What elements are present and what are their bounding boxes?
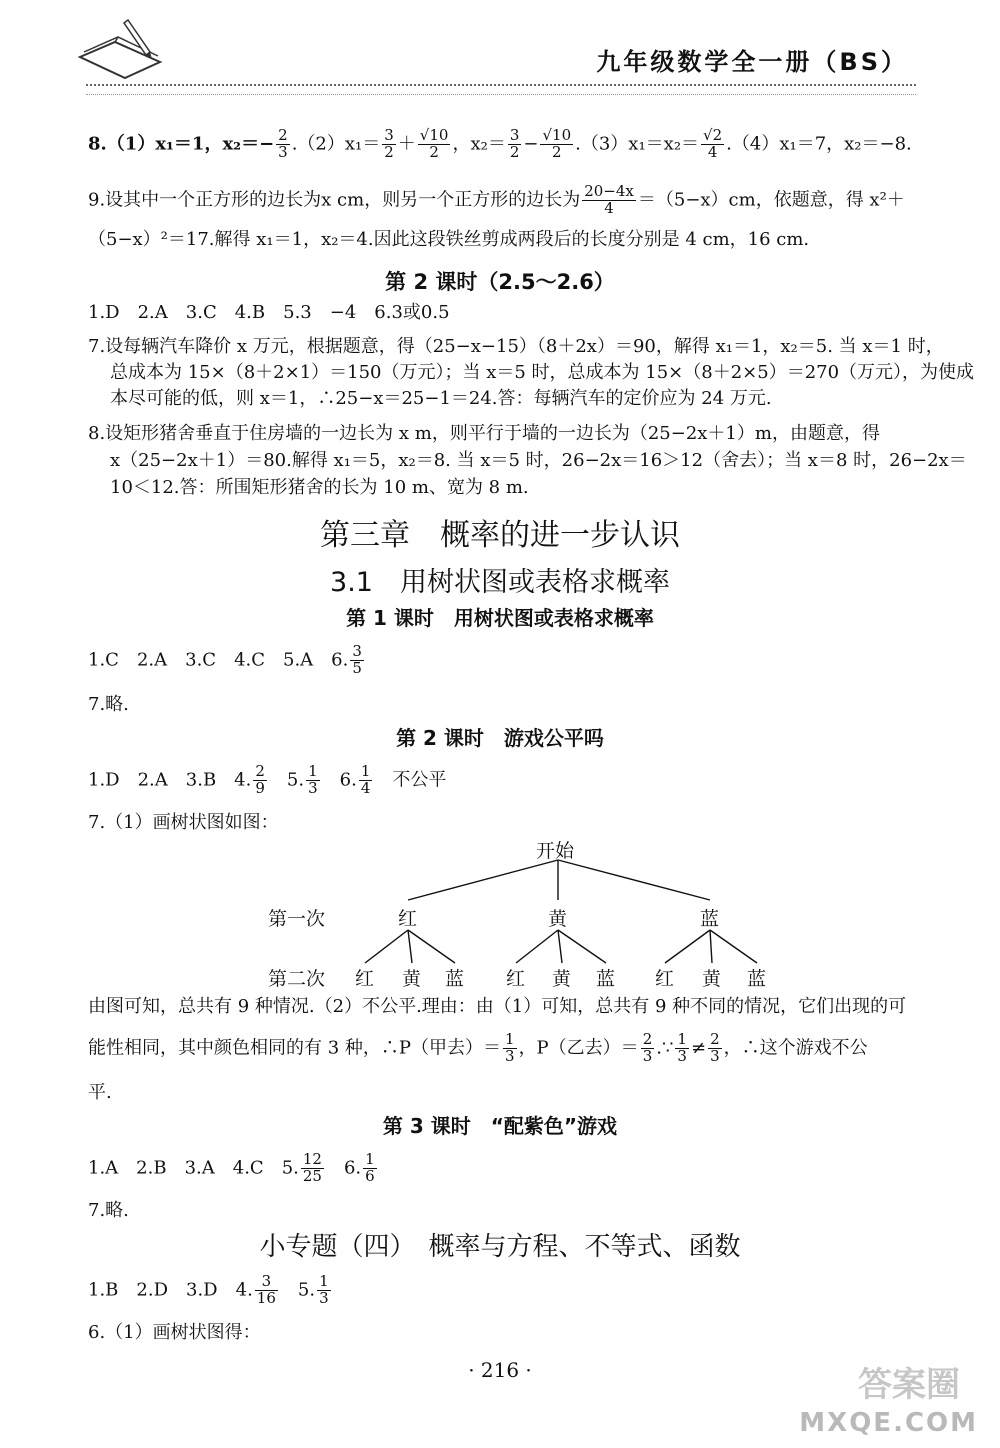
- tree-node-l2: 蓝: [747, 968, 767, 990]
- lesson1-q7: 7.略.: [88, 694, 129, 715]
- answers-line: 1.D 2.A 3.C 4.B 5.3 −4 6.3或0.5: [88, 302, 450, 323]
- lesson-title: 第 2 课时（2.5～2.6）: [385, 270, 615, 294]
- lesson1-answers: 1.C 2.A 3.C 4.C 5.A 6. $\frac{3}{5}$: [88, 642, 362, 677]
- answer-line-q9-cont: （5−x）²＝17.解得 x₁＝1，x₂＝4.因此这段铁丝剪成两段后的长度分别是 4 cm，16 cm.: [88, 229, 810, 250]
- q8-line-2: x（25−2x＋1）＝80.解得 x₁＝5，x₂＝8. 当 x＝5 时，26−2x＝16＞12（舍去）；当 x＝8 时，26−2x＝: [110, 450, 967, 471]
- watermark-logo: 答案圈: [858, 1365, 960, 1405]
- tree-node-l2: 红: [355, 968, 375, 990]
- q8-line-3: 10＜12.答：所围矩形猪舍的长为 10 m、宽为 8 m.: [110, 477, 529, 498]
- lesson3-answers: 1.A 2.B 3.A 4.C 5. $\frac{12}{25}$ 6. $\frac{1}{6}$: [88, 1150, 375, 1185]
- tree-node-l1: 红: [398, 908, 418, 930]
- explanation-line-3: 平.: [88, 1082, 112, 1103]
- answer-line-q9: 9.设其中一个正方形的边长为x cm，则另一个正方形的边长为 $\frac{20-4x}{4}$ ＝（5−x）cm，依题意，得 x²＋: [88, 182, 905, 217]
- lesson2-answers: 1.D 2.A 3.B 4. $\frac{2}{9}$ 5. $\frac{1}{3}$ 6. $\frac{1}{4}$ 不公平: [88, 762, 447, 797]
- tree-node-l1: 蓝: [700, 908, 720, 930]
- chapter-title: 第三章 概率的进一步认识: [320, 518, 680, 553]
- tree-level2-label: 第二次: [268, 968, 326, 990]
- tree-node-l2: 黄: [702, 968, 722, 990]
- lesson1-title: 第 1 课时 用树状图或表格求概率: [346, 606, 654, 630]
- special-q6: 6.（1）画树状图得：: [88, 1322, 261, 1343]
- tree-node-l2: 黄: [552, 968, 572, 990]
- watermark-url: MXQE.COM: [799, 1408, 978, 1438]
- header-title: 九年级数学全一册（BS）: [596, 48, 908, 76]
- lesson3-q7: 7.略.: [88, 1200, 129, 1221]
- q7-line-3: 本尽可能的低，则 x＝1，∴25−x＝25−1＝24.答：每辆汽车的定价应为 24 万元.: [110, 388, 772, 409]
- q7-line-2: 总成本为 15×（8＋2×1）＝150（万元）；当 x＝5 时，总成本为 15×（8＋2×5）＝270（万元），为使成: [110, 362, 975, 383]
- tree-node-l2: 红: [506, 968, 526, 990]
- header-divider: [86, 84, 916, 95]
- probability-tree-diagram: [0, 830, 1000, 990]
- lesson2-title: 第 2 课时 游戏公平吗: [396, 726, 604, 750]
- answer-line-q8: 8.（1）x₁＝1，x₂＝− $\frac{2}{3}$ .（2）x₁＝ $\frac{3}{2}$ ＋ $\frac{√10}{2}$ ，x₂＝ $\frac{3}{2}$ − $\frac{√10}{2}$ .（3）x₁＝x₂＝ $\frac{√2}{4}$ .（4）x₁＝7，x₂＝−8.: [88, 126, 912, 161]
- tree-node-l2: 蓝: [596, 968, 616, 990]
- lesson2-q7: 7.（1）画树状图如图：: [88, 812, 279, 833]
- section-title: 3.1 用树状图或表格求概率: [330, 567, 670, 598]
- tree-level1-label: 第一次: [268, 908, 326, 930]
- tree-root: 开始: [536, 840, 575, 862]
- special-answers: 1.B 2.D 3.D 4. $\frac{3}{16}$ 5. $\frac{1}{3}$: [88, 1272, 329, 1307]
- explanation-line-1: 由图可知，总共有 9 种情况.（2）不公平.理由：由（1）可知，总共有 9 种不同的情况，它们出现的可: [88, 996, 907, 1017]
- tree-node-l2: 黄: [402, 968, 422, 990]
- explanation-line-2: 能性相同，其中颜色相同的有 3 种，∴P（甲去）＝ $\frac{1}{3}$ ，P（乙去）＝ $\frac{2}{3}$ .∵ $\frac{1}{3}$ ≠ $\frac{2}{3}$ ，∴这个游戏不公: [88, 1030, 868, 1065]
- tree-node-l1: 黄: [548, 908, 568, 930]
- page-number: · 216 ·: [468, 1358, 532, 1382]
- special-topic-title: 小专题（四） 概率与方程、不等式、函数: [259, 1232, 741, 1262]
- lesson3-title: 第 3 课时 “配紫色”游戏: [382, 1114, 618, 1138]
- q7-line-1: 7.设每辆汽车降价 x 万元，根据题意，得（25−x−15）（8＋2x）＝90，解得 x₁＝1，x₂＝5. 当 x＝1 时，: [88, 336, 944, 357]
- tree-node-l2: 蓝: [445, 968, 465, 990]
- book-pencil-logo: [70, 12, 170, 82]
- tree-node-l2: 红: [655, 968, 675, 990]
- q8-line-1: 8.设矩形猪舍垂直于住房墙的一边长为 x m，则平行于墙的一边长为（25−2x＋1）m，由题意，得: [88, 423, 880, 444]
